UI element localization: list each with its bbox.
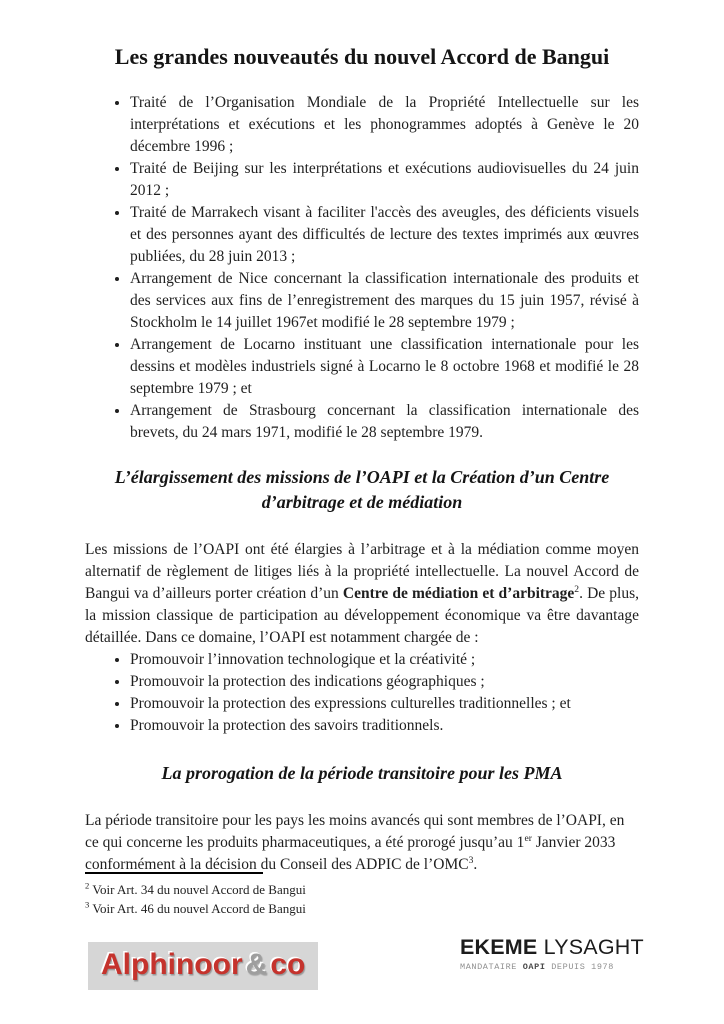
ekeme-lysaght-logo: [460, 934, 644, 972]
treaty-item: [130, 400, 639, 444]
paragraph-text: .: [473, 856, 478, 873]
section-heading-prorogation: La prorogation de la période transitoire pour les PMA: [161, 763, 563, 783]
mission-item: [130, 671, 639, 693]
footnote-3: [85, 899, 485, 918]
ekeme-logo-name-light: LYSAGHT: [543, 935, 644, 959]
tagline-text: DEPUIS 1978: [551, 962, 614, 972]
heading-line: d’arbitrage et de médiation: [261, 492, 463, 512]
paragraph-text: Les missions de l’OAPI ont été élargies à l’arbitrage et à la médiation comme moyen alternatif de règlement de litiges liés à la propriété intellectuelle. La nouvel Accord de Bangui va d’ailleurs porter création d’un: [85, 541, 639, 602]
treaty-item: [130, 268, 639, 334]
bold-centre-mediation: Centre de médiation et d’arbitrage: [342, 585, 575, 602]
alphinoor-logo: [88, 942, 318, 990]
section-heading-elargissement: [85, 465, 639, 515]
missions-list: [85, 649, 639, 737]
footnote-marker: 2: [85, 880, 90, 891]
ekeme-logo-name-bold: EKEME: [460, 935, 538, 959]
document-title: Les grandes nouveautés du nouvel Accord de Bangui: [114, 44, 610, 69]
treaty-item-text: Arrangement de Strasbourg concernant la classification internationale des brevets, du 24 mars 1971, modifié le 28 septembre 1979.: [130, 402, 639, 441]
footnote-2: [85, 880, 485, 899]
footnote-separator: [85, 872, 263, 874]
tagline-text: MANDATAIRE: [460, 962, 518, 972]
treaties-list: [85, 92, 639, 444]
treaty-item-text: Traité de Beijing sur les interprétations et exécutions audiovisuelles du 24 juin 2012 ;: [130, 160, 639, 199]
treaty-item-text: Arrangement de Locarno instituant une classification internationale pour les dessins et modèles industriels signé à Locarno le 8 octobre 1968 et modifié le 28 septembre 1979 ; et: [130, 336, 639, 397]
mission-item: [130, 693, 639, 715]
footnote-marker: 3: [85, 899, 90, 910]
mission-item: [130, 649, 639, 671]
treaty-item: [130, 334, 639, 400]
treaty-item: [130, 158, 639, 202]
paragraph-missions-oapi: [85, 539, 639, 649]
footnotes-section: [85, 872, 485, 918]
ekeme-logo-tagline: [460, 962, 644, 972]
alphinoor-logo-name: Alphinoor: [101, 948, 243, 981]
document-content: [85, 42, 639, 876]
mission-item-text: Promouvoir la protection des savoirs traditionnels.: [130, 717, 444, 734]
ekeme-logo-title: [460, 934, 644, 960]
treaty-item-text: Arrangement de Nice concernant la classification internationale des produits et des services aux fins de l’enregistrement des marques du 15 juin 1957, révisé à Stockholm le 14 juillet 1967et modifié le 28 septembre 1979 ;: [130, 270, 639, 331]
mission-item-text: Promouvoir la protection des indications géographiques ;: [130, 673, 485, 690]
footnote-ref-3: 3: [468, 854, 474, 866]
mission-item: [130, 715, 639, 737]
heading-line: L’élargissement des missions de l’OAPI et la Création d’un Centre: [114, 467, 610, 487]
alphinoor-logo-suffix: co: [270, 948, 306, 981]
treaty-item: [130, 202, 639, 268]
tagline-oapi: OAPI: [522, 962, 546, 972]
footnote-text: Voir Art. 34 du nouvel Accord de Bangui: [92, 882, 306, 897]
superscript-er: er: [524, 832, 532, 844]
treaty-item-text: Traité de Marrakech visant à faciliter l'accès des aveugles, des déficients visuels et des personnes ayant des difficultés de lecture des textes imprimés aux œuvres publiées, du 28 juin 2013 ;: [130, 204, 639, 265]
footnote-text: Voir Art. 46 du nouvel Accord de Bangui: [92, 901, 306, 916]
paragraph-text: La période transitoire pour les pays les moins avancés qui sont membres de l’OAPI, en ce qui concerne les produits pharmaceutiques, a été prorogé jusqu’au 1: [85, 812, 625, 851]
footnote-ref-2: 2: [574, 583, 580, 595]
treaty-item: [130, 92, 639, 158]
mission-item-text: Promouvoir l’innovation technologique et la créativité ;: [130, 651, 476, 668]
paragraph-text: . De plus, la mission classique de participation au développement économique va être davantage détaillée. Dans ce domaine, l’OAPI est notamment chargée de :: [85, 585, 639, 646]
paragraph-text: Janvier 2033 conformément à la décision du Conseil des ADPIC de l’OMC: [85, 834, 616, 873]
paragraph-pma: [85, 810, 639, 876]
alphinoor-logo-ampersand: &: [245, 948, 268, 981]
treaty-item-text: Traité de l’Organisation Mondiale de la Propriété Intellectuelle sur les interprétations et exécutions et les phonogrammes adoptés à Genève le 20 décembre 1996 ;: [130, 94, 639, 155]
mission-item-text: Promouvoir la protection des expressions culturelles traditionnelles ; et: [130, 695, 571, 712]
